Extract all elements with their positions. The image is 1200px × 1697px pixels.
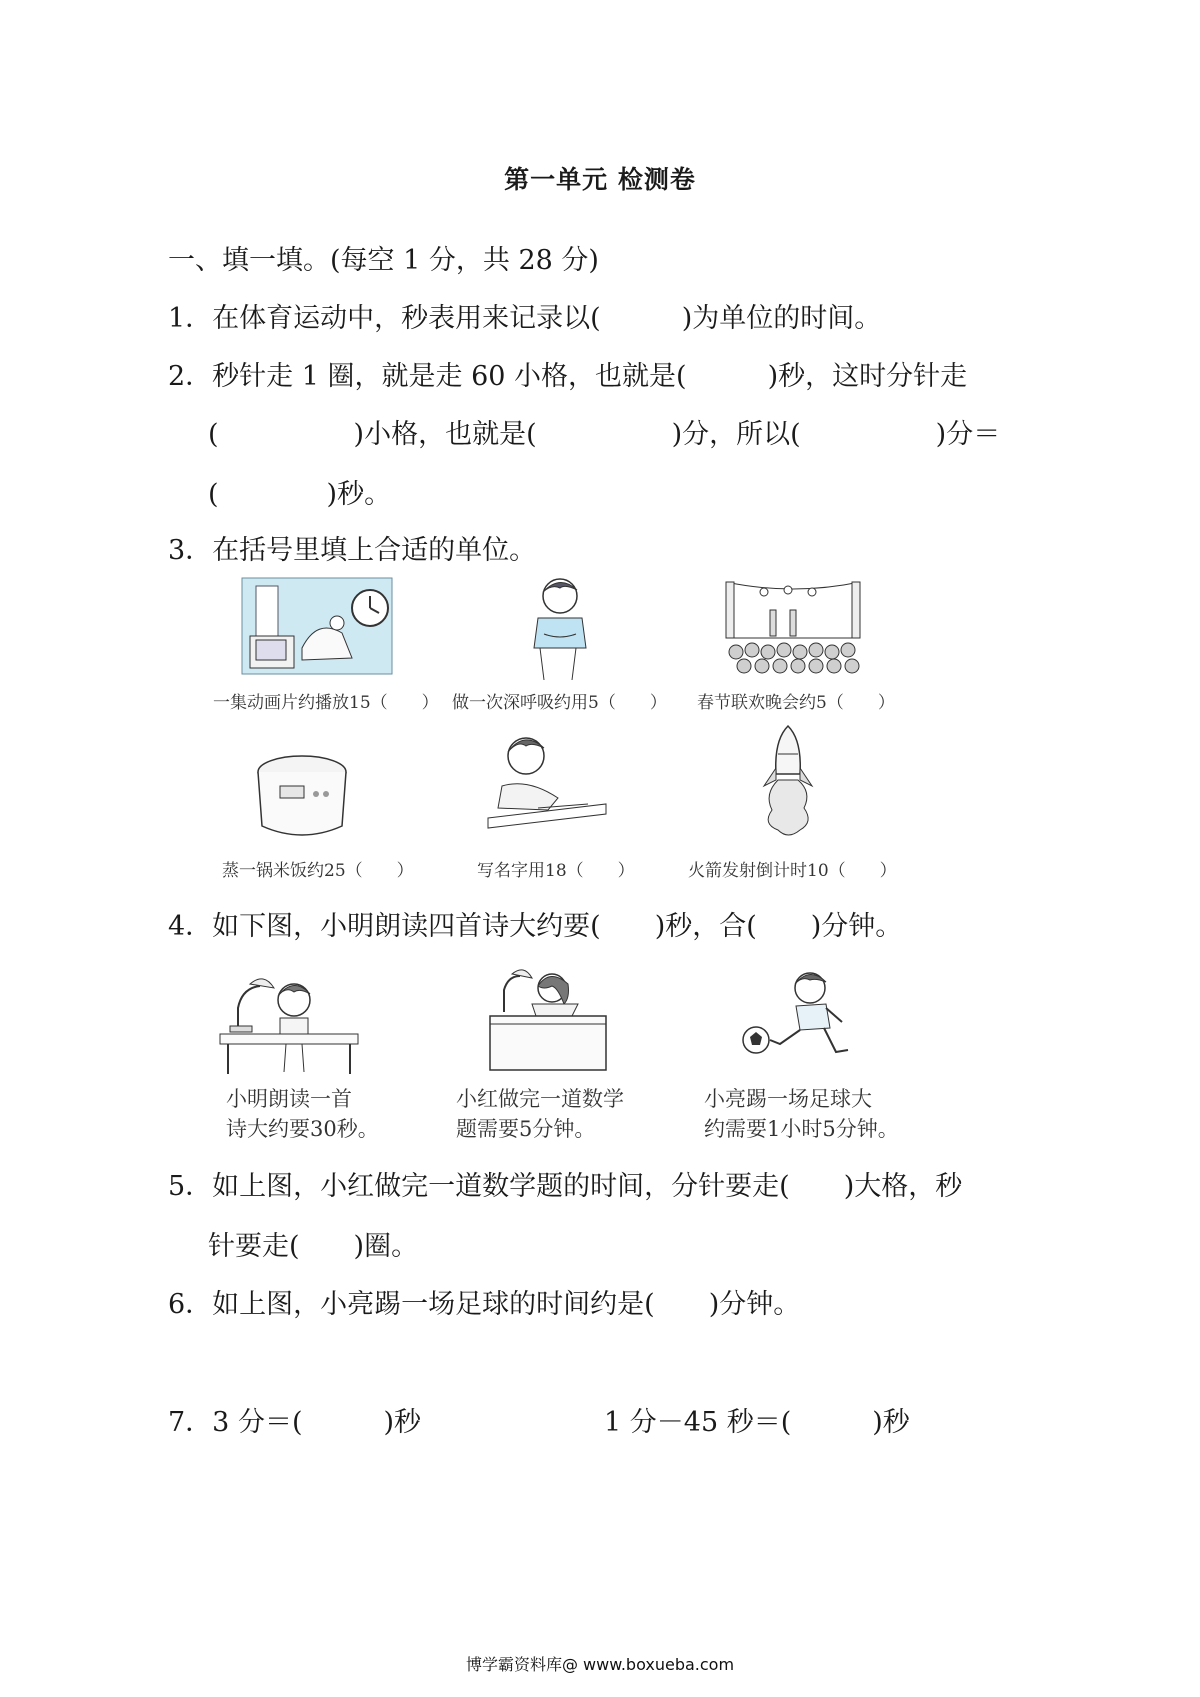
question-3: 3．在括号里填上合适的单位。 — [168, 535, 537, 566]
bubble-xiaoliang-line-2: 约需要1小时5分钟。 — [704, 1117, 899, 1141]
rocket-illustration — [758, 724, 818, 840]
bubble-xiaoming-line-1: 小明朗读一首 — [226, 1087, 352, 1111]
bubble-xiaoming-line-2: 诗大约要30秒。 — [226, 1117, 379, 1141]
living-room-illustration — [242, 578, 392, 674]
question-4: 4．如下图，小明朗读四首诗大约要( )秒，合( )分钟。 — [168, 911, 903, 942]
boy-breathing-illustration — [520, 574, 600, 680]
bubble-xiaoliang — [704, 1084, 899, 1144]
bubble-xiaoming — [226, 1084, 379, 1144]
question-1: 1．在体育运动中，秒表用来记录以( )为单位的时间。 — [168, 303, 882, 334]
caption-gala: 春节联欢晚会约5（ ） — [697, 693, 895, 713]
question-2-line-3: ( )秒。 — [208, 479, 392, 510]
xiaohong-math-illustration — [488, 968, 608, 1072]
gala-stage-illustration — [726, 580, 860, 678]
bubble-xiaoliang-line-1: 小亮踢一场足球大 — [704, 1087, 872, 1111]
caption-writing: 写名字用18（ ） — [477, 861, 635, 881]
page-title: 第一单元 检测卷 — [504, 165, 696, 194]
section-heading: 一、填一填。(每空 1 分，共 28 分) — [168, 245, 599, 276]
question-6: 6．如上图，小亮踢一场足球的时间约是( )分钟。 — [168, 1289, 801, 1320]
caption-rice: 蒸一锅米饭约25（ ） — [222, 861, 414, 881]
question-2-line-1: 2．秒针走 1 圈，就是走 60 小格，也就是( )秒，这时分针走 — [168, 361, 968, 392]
question-5-line-2: 针要走( )圈。 — [208, 1231, 419, 1262]
caption-breathing: 做一次深呼吸约用5（ ） — [452, 693, 667, 713]
xiaoming-reading-illustration — [220, 972, 358, 1076]
question-2-line-2: ( )小格，也就是( )分，所以( )分＝ — [208, 419, 1001, 450]
bubble-xiaohong-line-2: 题需要5分钟。 — [456, 1117, 596, 1141]
caption-cartoon: 一集动画片约播放15（ ） — [213, 693, 439, 713]
bubble-xiaohong — [456, 1084, 624, 1144]
question-5-line-1: 5．如上图，小红做完一道数学题的时间，分针要走( )大格，秒 — [168, 1171, 963, 1202]
footer-watermark: 博学霸资料库@ www.boxueba.com — [465, 1655, 735, 1674]
bubble-xiaohong-line-1: 小红做完一道数学 — [456, 1087, 624, 1111]
boy-writing-illustration — [478, 728, 610, 830]
question-7-left: 7．3 分＝( )秒 — [168, 1407, 422, 1438]
caption-rocket: 火箭发射倒计时10（ ） — [688, 861, 897, 881]
question-7-right: 1 分－45 秒＝( )秒 — [604, 1407, 910, 1438]
rice-cooker-illustration — [250, 752, 354, 840]
xiaoliang-football-illustration — [740, 966, 854, 1066]
